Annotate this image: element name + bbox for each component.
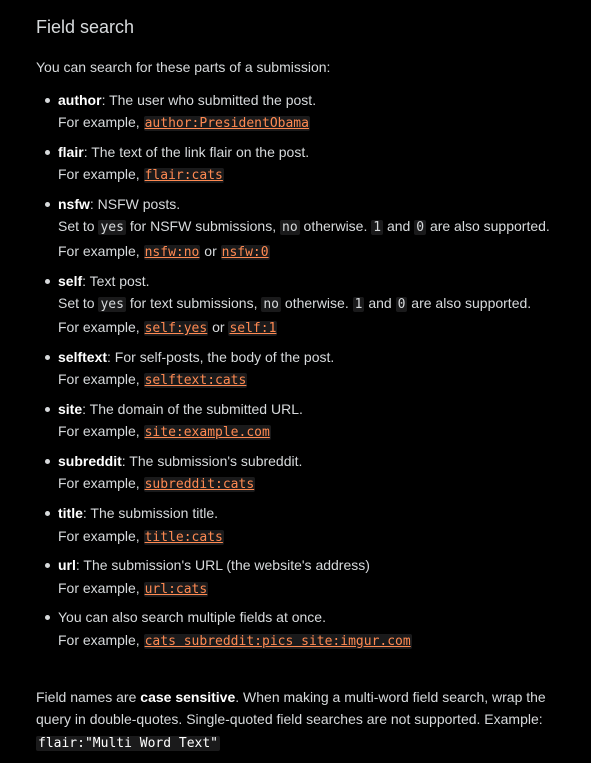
field-key: url <box>58 557 76 574</box>
field-description: : The submission title. <box>82 505 219 522</box>
note-text: for NSFW submissions, <box>129 218 277 235</box>
field-key: flair <box>58 144 84 161</box>
inline-code: 1 <box>354 296 363 312</box>
footer-example-label: Example: <box>484 711 543 728</box>
section-heading: Field search <box>36 17 135 37</box>
inline-code: 0 <box>397 296 406 312</box>
note-text: otherwise. <box>303 218 368 235</box>
inline-code: no <box>263 296 280 312</box>
example-prefix: For example, <box>58 527 140 544</box>
list-item <box>58 450 551 497</box>
multi-field-text: You can also search multiple fields at once. <box>58 609 326 626</box>
example-prefix: For example, <box>58 114 140 131</box>
list-item <box>58 554 551 601</box>
intro-text: You can search for these parts of a submission: <box>36 59 331 75</box>
note-text: otherwise. <box>284 294 349 311</box>
list-item <box>58 606 551 653</box>
example-prefix: For example, <box>58 166 140 183</box>
case-sensitive-emphasis: case sensitive <box>140 689 236 705</box>
field-description: : Text post. <box>82 272 150 289</box>
inline-code: yes <box>100 220 124 236</box>
field-key: subreddit <box>58 453 122 470</box>
footer-text: Field names are <box>36 689 137 705</box>
note-text: are also supported. <box>429 218 550 235</box>
field-key: nsfw <box>58 196 90 213</box>
list-item <box>58 502 551 549</box>
inline-code: 0 <box>416 220 425 236</box>
example-link[interactable]: author:PresidentObama <box>144 116 309 132</box>
field-description: : The text of the link flair on the post. <box>83 144 310 161</box>
example-prefix: For example, <box>58 423 140 440</box>
example-link[interactable]: selftext:cats <box>144 373 247 389</box>
example-prefix: For example, <box>58 579 140 596</box>
or-text: or <box>204 242 217 259</box>
field-description: : The domain of the submitted URL. <box>82 401 303 418</box>
or-text: or <box>212 319 225 336</box>
list-item <box>58 398 551 445</box>
example-link[interactable]: cats subreddit:pics site:imgur.com <box>144 633 411 649</box>
field-description: : The submission's subreddit. <box>121 453 303 470</box>
example-link[interactable]: subreddit:cats <box>144 477 255 493</box>
example-prefix: For example, <box>58 371 140 388</box>
example-prefix: For example, <box>58 319 140 336</box>
example-link[interactable]: title:cats <box>144 529 223 545</box>
field-description: : The user who submitted the post. <box>101 92 317 108</box>
field-key: selftext <box>58 348 108 365</box>
example-link[interactable]: nsfw:no <box>144 244 200 260</box>
list-item <box>58 193 551 264</box>
field-key: title <box>58 505 83 522</box>
note-text: and <box>386 218 411 235</box>
example-link[interactable]: nsfw:0 <box>221 244 269 260</box>
example-prefix: For example, <box>58 475 140 492</box>
note-text: Set to <box>58 218 95 235</box>
field-description: : For self-posts, the body of the post. <box>107 348 335 365</box>
note-text: for text submissions, <box>129 294 258 311</box>
field-key: self <box>58 272 83 289</box>
example-prefix: For example, <box>58 242 140 259</box>
footer-text: . When making a multi-word field search, wrap the query in double-quotes. Single-quoted field searches are not supported. <box>36 689 546 728</box>
note-text: are also supported. <box>411 294 532 311</box>
example-link[interactable]: url:cats <box>144 581 208 597</box>
note-text: and <box>368 294 392 311</box>
field-description: : NSFW posts. <box>89 196 181 213</box>
example-link[interactable]: self:1 <box>229 321 277 337</box>
field-key: author <box>58 92 102 108</box>
example-link[interactable]: site:example.com <box>144 425 270 441</box>
footer-note <box>36 686 547 755</box>
list-item <box>58 346 551 393</box>
inline-code: yes <box>100 296 124 312</box>
example-link[interactable]: flair:cats <box>144 168 223 184</box>
field-key: site <box>58 401 83 418</box>
footer-example-code: flair:"Multi Word Text" <box>38 735 219 751</box>
inline-code: no <box>282 220 298 236</box>
field-description: : The submission's URL (the website's address) <box>75 557 370 574</box>
list-item <box>58 89 551 136</box>
example-prefix: For example, <box>58 631 140 648</box>
field-list <box>36 89 551 659</box>
list-item <box>58 141 551 188</box>
example-link[interactable]: self:yes <box>144 321 208 337</box>
inline-code: 1 <box>373 220 382 236</box>
note-text: Set to <box>58 294 95 311</box>
list-item <box>58 270 551 341</box>
